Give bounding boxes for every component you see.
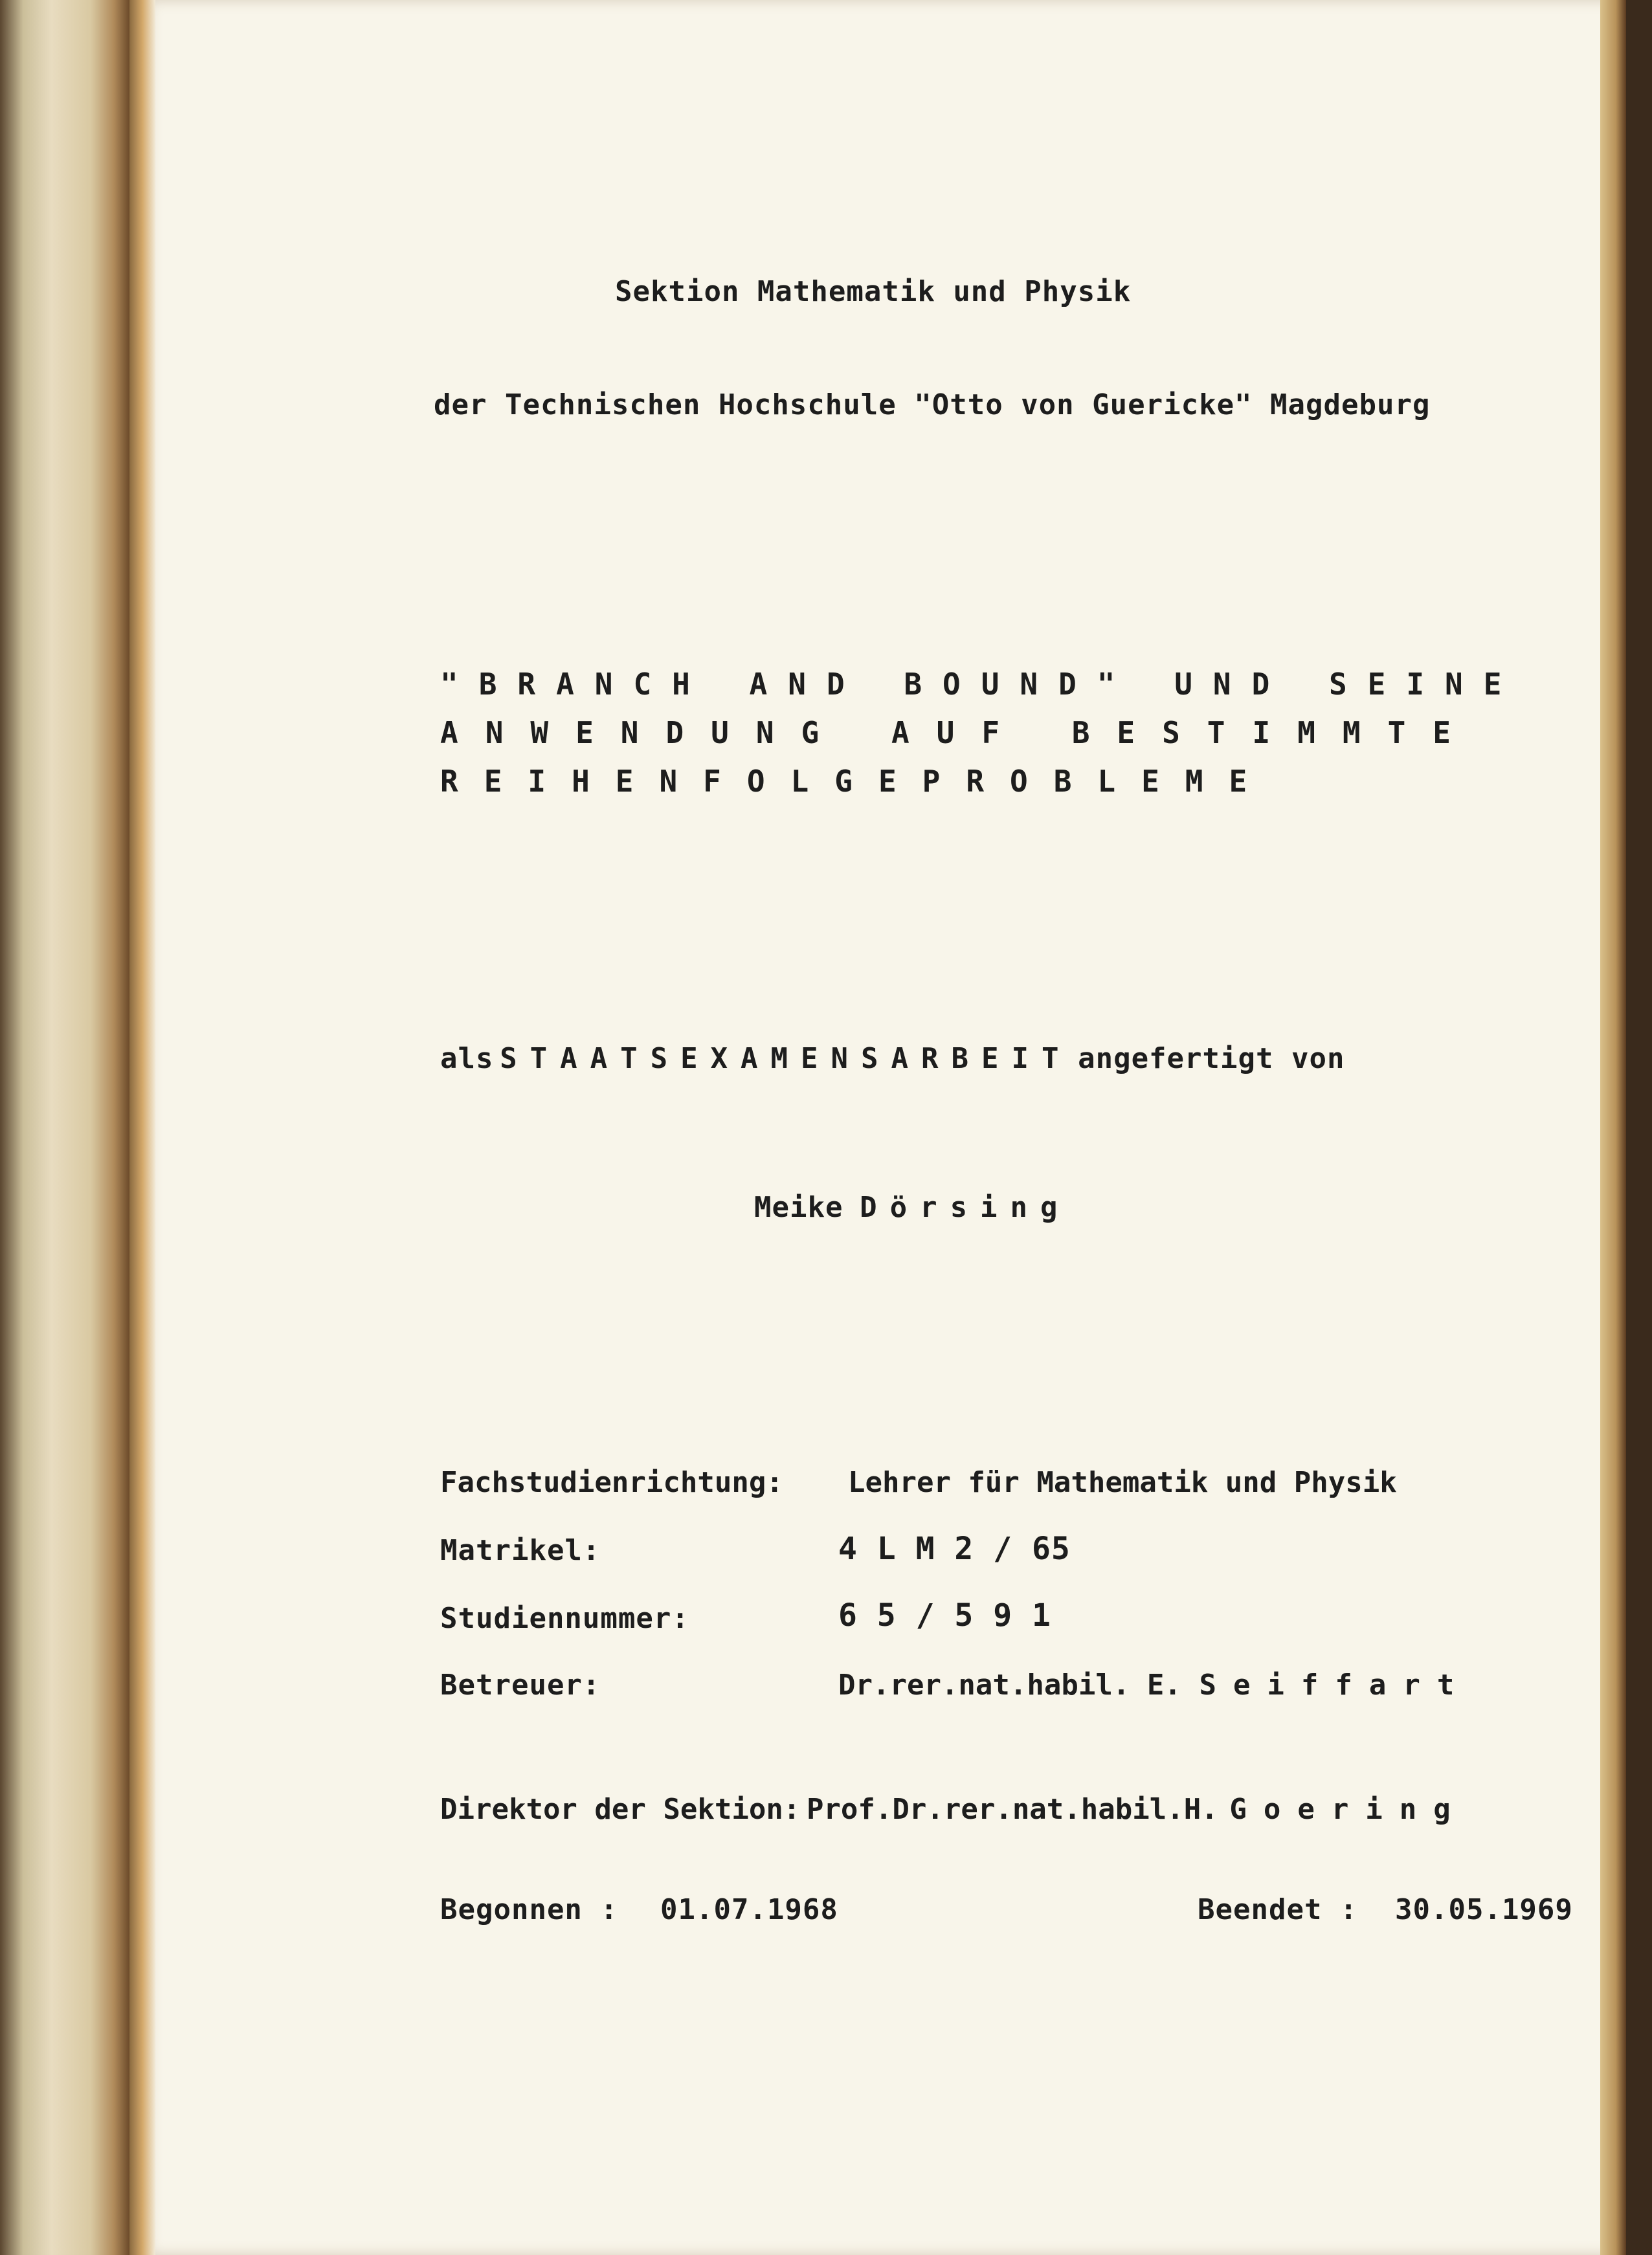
title-page (155, 0, 1626, 2255)
studiennummer-value: 6 5 / 5 9 1 (838, 1597, 1051, 1634)
studiennummer-label: Studiennummer: (440, 1602, 689, 1635)
matrikel-value: 4 L M 2 / 65 (838, 1531, 1071, 1567)
betreuer-label: Betreuer: (440, 1669, 601, 1702)
work-prefix: als (440, 1042, 494, 1075)
betreuer-title: Dr.rer.nat.habil. E. (838, 1669, 1181, 1702)
work-suffix: angefertigt von (1078, 1042, 1345, 1075)
work-type: STAATSEXAMENSARBEIT (500, 1042, 1072, 1075)
beendet-date: 30.05.1969 (1395, 1893, 1573, 1926)
thesis-title-line-2: ANWENDUNG AUF BESTIMMTE (440, 715, 1478, 750)
betreuer-name: Seiffart (1199, 1669, 1471, 1702)
fach-label: Fachstudienrichtung: (440, 1466, 783, 1499)
direktor-name: Goering (1229, 1793, 1468, 1826)
institution-heading: der Technischen Hochschule "Otto von Guericke" Magdeburg (434, 388, 1431, 421)
thesis-title-line-3: REIHENFOLGEPROBLEME (440, 764, 1273, 799)
direktor-title: Prof.Dr.rer.nat.habil.H. (806, 1793, 1218, 1826)
direktor-label: Direktor der Sektion: (440, 1793, 801, 1826)
book-spine (0, 0, 129, 2255)
author-last-name: Dörsing (860, 1191, 1071, 1224)
fach-value: Lehrer für Mathematik und Physik (848, 1466, 1397, 1499)
begonnen-date: 01.07.1968 (660, 1893, 838, 1926)
thesis-title-line-1: "BRANCH AND BOUND" UND SEINE (440, 667, 1523, 702)
page-gutter (129, 0, 155, 2255)
page-edge (1600, 0, 1626, 2255)
direktor-line (440, 1793, 1468, 1826)
author-first-name: Meike (754, 1191, 843, 1224)
author-line (754, 1191, 1071, 1224)
begonnen-label: Begonnen : (440, 1893, 618, 1926)
section-heading: Sektion Mathematik und Physik (615, 275, 1132, 308)
beendet-label: Beendet : (1198, 1893, 1358, 1926)
matrikel-label: Matrikel: (440, 1534, 601, 1567)
betreuer-value (838, 1669, 1471, 1702)
work-type-line (440, 1042, 1345, 1075)
